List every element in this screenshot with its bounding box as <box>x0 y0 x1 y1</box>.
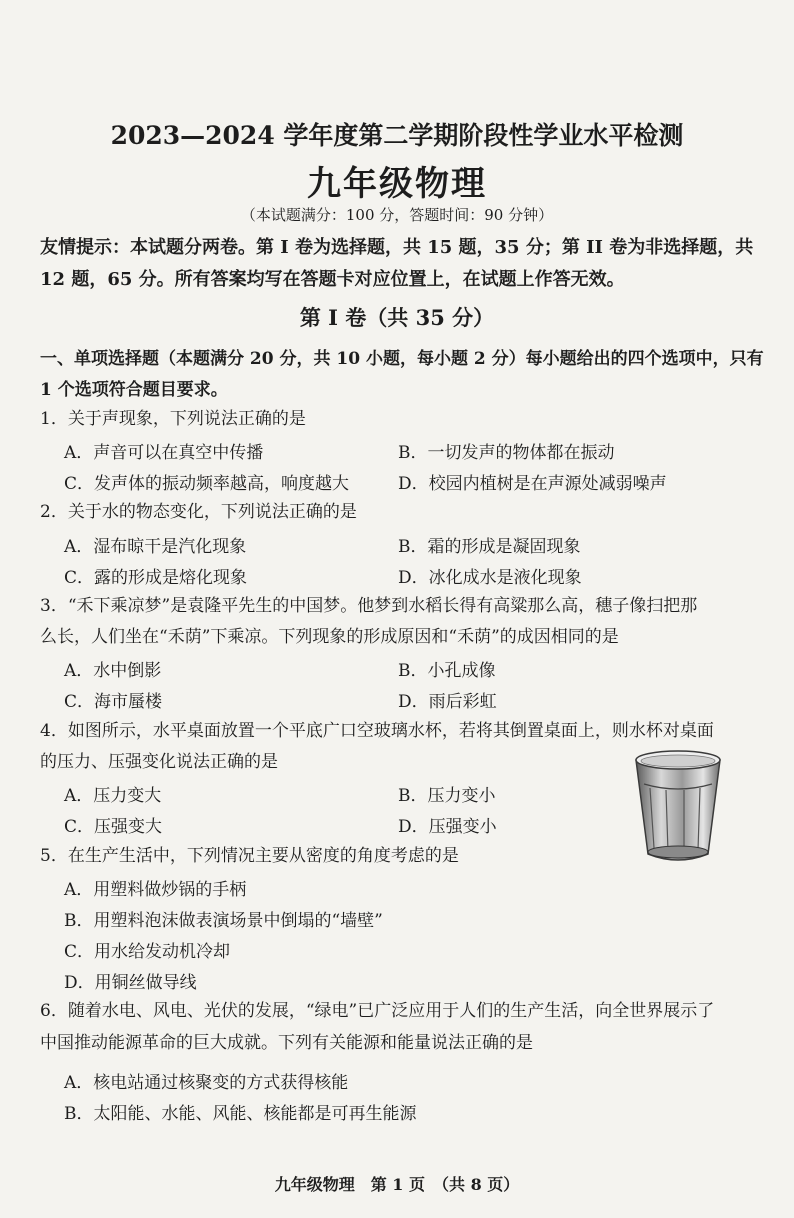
question-3-option-b: B．小孔成像 <box>398 661 496 681</box>
question-6-stem-line1: 6．随着水电、风电、光伏的发展，“绿电”已广泛应用于人们的生产生活，向全世界展示了 <box>40 1001 715 1021</box>
question-6-option-a: A．核电站通过核聚变的方式获得核能 <box>64 1073 349 1093</box>
friendly-tip: 友情提示：本试题分两卷。第 I 卷为选择题，共 15 题，35 分；第 II 卷为非选择题，共 12 题，65 分。所有答案均写在答题卡对应位置上，在试题上作答无效。 <box>40 237 754 290</box>
section-heading: 第 I 卷（共 35 分） <box>299 305 495 330</box>
question-3-stem-line2: 么长，人们坐在“禾荫”下乘凉。下列现象的形成原因和“禾荫”的成因相同的是 <box>40 627 619 647</box>
question-5-option-a: A．用塑料做炒锅的手柄 <box>64 880 247 900</box>
question-4-stem-line1: 4．如图所示，水平桌面放置一个平底广口空玻璃水杯，若将其倒置桌面上，则水杯对桌面 <box>40 721 714 741</box>
subject-title: 九年级物理 <box>307 164 487 204</box>
question-1-stem: 1．关于声现象，下列说法正确的是 <box>40 409 306 429</box>
question-5-option-c: C．用水给发动机冷却 <box>64 942 231 962</box>
question-4-stem-line2: 的压力、压强变化说法正确的是 <box>40 752 278 772</box>
question-3-option-a: A．水中倒影 <box>64 661 162 681</box>
question-1-option-a: A．声音可以在真空中传播 <box>64 443 264 463</box>
page-footer: 九年级物理 第 1 页 （共 8 页） <box>274 1175 520 1194</box>
question-4-option-a: A．压力变大 <box>64 786 162 806</box>
question-3-option-c: C．海市蜃楼 <box>64 692 163 712</box>
question-1-option-c: C．发声体的振动频率越高，响度越大 <box>64 474 350 494</box>
question-2-option-b: B．霜的形成是凝固现象 <box>398 537 581 557</box>
question-3-stem-line1: 3．“禾下乘凉梦”是袁隆平先生的中国梦。他梦到水稻长得有高粱那么高，穗子像扫把那 <box>40 596 698 616</box>
question-6-option-b: B．太阳能、水能、风能、核能都是可再生能源 <box>64 1104 417 1124</box>
exam-title: 2023—2024 学年度第二学期阶段性学业水平检测 <box>110 121 684 150</box>
question-5-option-d: D．用铜丝做导线 <box>64 973 197 993</box>
question-1-option-d: D．校园内植树是在声源处减弱噪声 <box>398 474 667 494</box>
question-2-option-d: D．冰化成水是液化现象 <box>398 568 582 588</box>
question-2-option-a: A．湿布晾干是汽化现象 <box>64 537 247 557</box>
question-4-option-c: C．压强变大 <box>64 817 163 837</box>
question-1-option-b: B．一切发声的物体都在振动 <box>398 443 615 463</box>
question-2-stem: 2．关于水的物态变化，下列说法正确的是 <box>40 502 357 522</box>
part-intro: 一、单项选择题（本题满分 20 分，共 10 小题，每小题 2 分）每小题给出的四个选项中，只有 1 个选项符合题目要求。 <box>40 349 764 400</box>
question-3-option-d: D．雨后彩虹 <box>398 692 497 712</box>
question-5-stem: 5．在生产生活中，下列情况主要从密度的角度考虑的是 <box>40 846 459 866</box>
question-4-option-b: B．压力变小 <box>398 786 496 806</box>
question-6-stem-line2: 中国推动能源革命的巨大成就。下列有关能源和能量说法正确的是 <box>40 1033 533 1053</box>
question-4-option-d: D．压强变小 <box>398 817 497 837</box>
exam-note: （本试题满分：100 分，答题时间：90 分钟） <box>240 206 554 224</box>
question-5-option-b: B．用塑料泡沫做表演场景中倒塌的“墙壁” <box>64 911 383 931</box>
question-2-option-c: C．露的形成是熔化现象 <box>64 568 248 588</box>
